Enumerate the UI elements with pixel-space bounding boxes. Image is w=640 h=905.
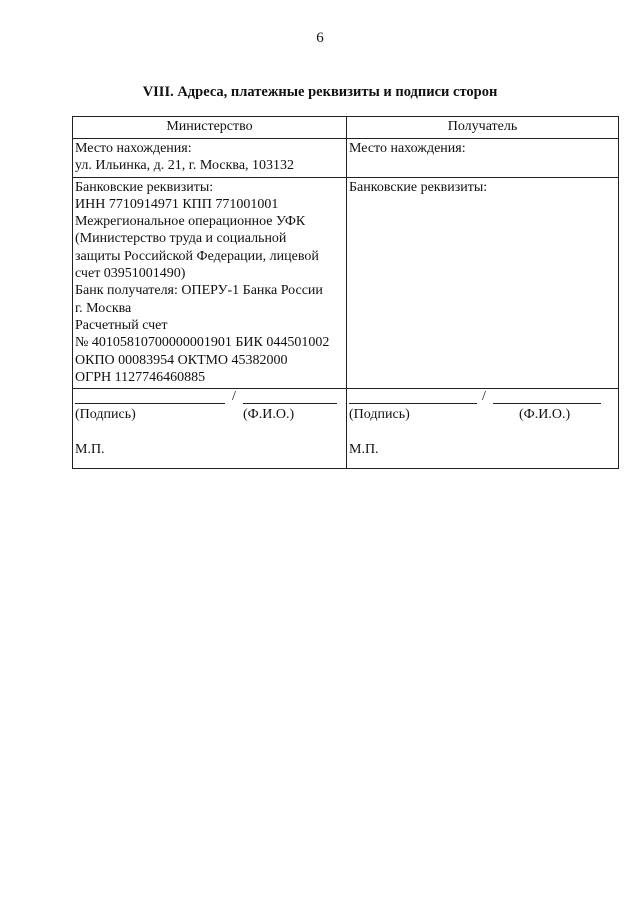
ministry-bank-line: Межрегиональное операционное УФК <box>75 214 306 230</box>
requisites-table <box>72 116 619 469</box>
recipient-signature-labels <box>349 406 616 424</box>
signature-row <box>73 389 619 469</box>
name-label: (Ф.И.О.) <box>243 407 295 423</box>
ministry-bank-line: ИНН 7710914971 КПП 771001001 <box>75 196 279 212</box>
signature-label: (Подпись) <box>75 407 136 423</box>
recipient-bank-label: Банковские реквизиты: <box>349 179 488 195</box>
header-row <box>73 117 619 139</box>
recipient-bank-cell <box>347 177 619 389</box>
signature-slash: / <box>232 389 236 405</box>
name-label: (Ф.И.О.) <box>519 407 571 423</box>
ministry-bank-line: ОКПО 00083954 ОКТМО 45382000 <box>75 352 288 368</box>
stamp-label: М.П. <box>349 442 379 458</box>
ministry-signature-line <box>75 390 344 406</box>
signature-label: (Подпись) <box>349 407 410 423</box>
ministry-bank-line: № 40105810700000001901 БИК 044501002 <box>75 335 330 351</box>
ministry-bank-line: (Министерство труда и социальной <box>75 231 287 247</box>
ministry-signature-labels <box>75 406 344 424</box>
bank-row <box>73 177 619 389</box>
ministry-bank-line: защиты Российской Федерации, лицевой <box>75 248 319 264</box>
location-row <box>73 139 619 178</box>
recipient-signature-line <box>349 390 616 406</box>
signature-slash: / <box>482 389 486 405</box>
ministry-bank-line: г. Москва <box>75 300 132 316</box>
ministry-bank-line: Банк получателя: ОПЕРУ-1 Банка России <box>75 283 323 299</box>
ministry-bank-cell <box>73 177 347 389</box>
name-underline <box>243 403 337 404</box>
ministry-bank-label: Банковские реквизиты: <box>75 179 214 195</box>
ministry-location-value: ул. Ильинка, д. 21, г. Москва, 103132 <box>75 158 295 174</box>
signature-underline <box>349 403 477 404</box>
section-title: VIII. Адреса, платежные реквизиты и подписи сторон <box>142 84 498 100</box>
name-underline <box>493 403 601 404</box>
ministry-signature-cell <box>73 389 347 469</box>
ministry-column-header: Министерство <box>73 117 347 139</box>
ministry-bank-line: Расчетный счет <box>75 317 168 333</box>
signature-underline <box>75 403 225 404</box>
ministry-bank-line: счет 03951001490) <box>75 266 186 282</box>
ministry-location-label: Место нахождения: <box>75 141 192 156</box>
page-number: 6 <box>316 30 324 46</box>
recipient-location-cell <box>347 139 619 178</box>
recipient-location-label: Место нахождения: <box>349 141 466 156</box>
stamp-label: М.П. <box>75 442 105 458</box>
ministry-location-cell <box>73 139 347 178</box>
recipient-signature-cell <box>347 389 619 469</box>
ministry-bank-line: ОГРН 1127746460885 <box>75 369 206 385</box>
recipient-column-header: Получатель <box>347 117 619 139</box>
